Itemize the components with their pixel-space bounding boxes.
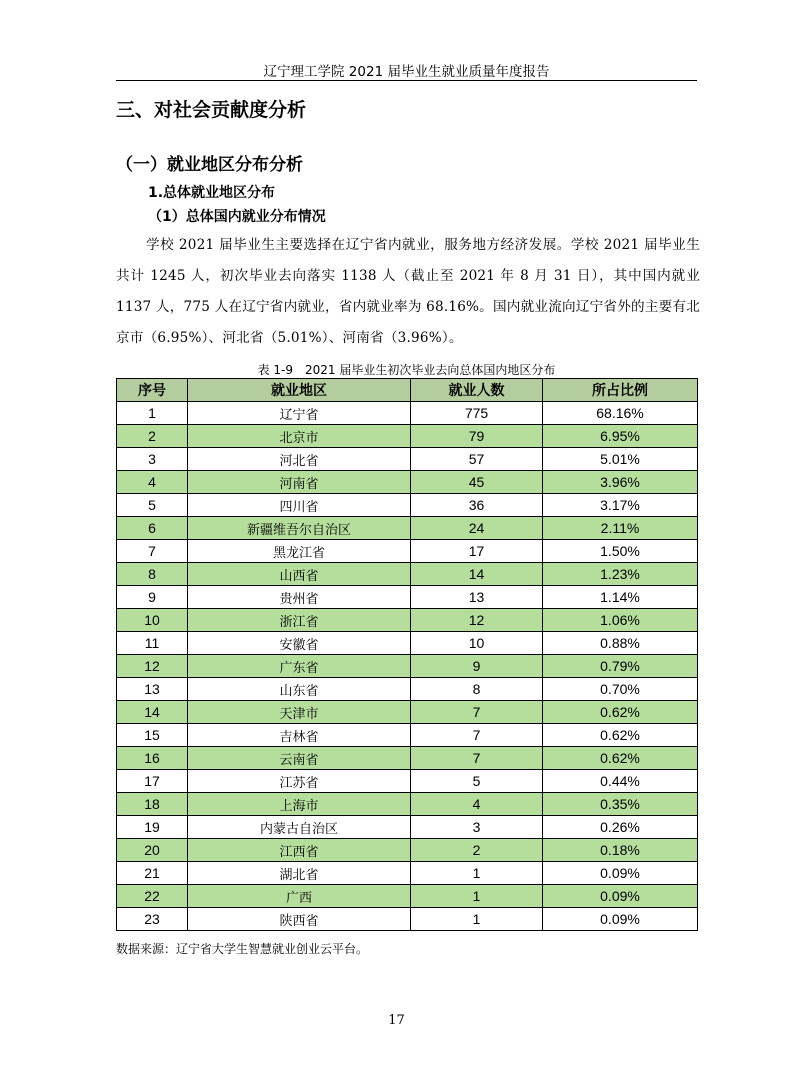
cell-index: 5 [117, 494, 188, 517]
cell-region: 河北省 [188, 448, 411, 471]
cell-count: 7 [411, 747, 543, 770]
cell-percentage: 0.79% [543, 655, 698, 678]
cell-count: 45 [411, 471, 543, 494]
cell-percentage: 0.44% [543, 770, 698, 793]
cell-count: 1 [411, 885, 543, 908]
cell-region: 广西 [188, 885, 411, 908]
subsection-title: （一）就业地区分布分析 [116, 155, 303, 175]
page-number: 17 [388, 1013, 405, 1028]
cell-percentage: 3.96% [543, 471, 698, 494]
table-row [117, 724, 698, 747]
cell-region: 江西省 [188, 839, 411, 862]
cell-count: 79 [411, 425, 543, 448]
table-header-row [117, 379, 698, 402]
cell-region: 黑龙江省 [188, 540, 411, 563]
table-row [117, 885, 698, 908]
table-row [117, 471, 698, 494]
cell-count: 3 [411, 816, 543, 839]
cell-region: 广东省 [188, 655, 411, 678]
cell-count: 14 [411, 563, 543, 586]
cell-count: 5 [411, 770, 543, 793]
cell-index: 1 [117, 402, 188, 425]
cell-percentage: 1.23% [543, 563, 698, 586]
cell-count: 7 [411, 701, 543, 724]
cell-index: 9 [117, 586, 188, 609]
cell-count: 4 [411, 793, 543, 816]
cell-region: 四川省 [188, 494, 411, 517]
cell-region: 新疆维吾尔自治区 [188, 517, 411, 540]
table-row [117, 540, 698, 563]
cell-index: 2 [117, 425, 188, 448]
section-title: 三、对社会贡献度分析 [116, 99, 307, 121]
cell-region: 湖北省 [188, 862, 411, 885]
table-row [117, 448, 698, 471]
table-row [117, 839, 698, 862]
cell-index: 11 [117, 632, 188, 655]
table-row [117, 655, 698, 678]
running-header: 辽宁理工学院 2021 届毕业生就业质量年度报告 [263, 64, 550, 80]
cell-index: 17 [117, 770, 188, 793]
cell-count: 9 [411, 655, 543, 678]
cell-percentage: 0.62% [543, 747, 698, 770]
table-row [117, 747, 698, 770]
table-row [117, 793, 698, 816]
cell-index: 15 [117, 724, 188, 747]
cell-region: 贵州省 [188, 586, 411, 609]
cell-percentage: 0.18% [543, 839, 698, 862]
cell-region: 北京市 [188, 425, 411, 448]
cell-index: 6 [117, 517, 188, 540]
cell-region: 陕西省 [188, 908, 411, 931]
cell-percentage: 0.09% [543, 908, 698, 931]
cell-percentage: 1.50% [543, 540, 698, 563]
header-percentage: 所占比例 [543, 379, 698, 402]
cell-region: 云南省 [188, 747, 411, 770]
cell-index: 4 [117, 471, 188, 494]
table-row [117, 494, 698, 517]
cell-count: 2 [411, 839, 543, 862]
cell-percentage: 0.35% [543, 793, 698, 816]
table-row [117, 402, 698, 425]
table-row [117, 632, 698, 655]
cell-count: 1 [411, 862, 543, 885]
table-row [117, 770, 698, 793]
table-row [117, 609, 698, 632]
cell-count: 775 [411, 402, 543, 425]
cell-percentage: 0.70% [543, 678, 698, 701]
table-row [117, 701, 698, 724]
table-row [117, 586, 698, 609]
cell-count: 7 [411, 724, 543, 747]
cell-index: 18 [117, 793, 188, 816]
cell-region: 浙江省 [188, 609, 411, 632]
table-row [117, 862, 698, 885]
cell-percentage: 0.09% [543, 885, 698, 908]
cell-index: 19 [117, 816, 188, 839]
cell-index: 22 [117, 885, 188, 908]
table-row [117, 517, 698, 540]
cell-count: 12 [411, 609, 543, 632]
cell-index: 21 [117, 862, 188, 885]
cell-count: 24 [411, 517, 543, 540]
cell-index: 7 [117, 540, 188, 563]
cell-region: 山西省 [188, 563, 411, 586]
cell-count: 10 [411, 632, 543, 655]
cell-percentage: 0.88% [543, 632, 698, 655]
cell-index: 23 [117, 908, 188, 931]
cell-region: 辽宁省 [188, 402, 411, 425]
cell-percentage: 3.17% [543, 494, 698, 517]
cell-percentage: 2.11% [543, 517, 698, 540]
cell-index: 8 [117, 563, 188, 586]
cell-percentage: 0.62% [543, 701, 698, 724]
table-body [117, 402, 698, 931]
header-region: 就业地区 [188, 379, 411, 402]
cell-region: 安徽省 [188, 632, 411, 655]
cell-region: 山东省 [188, 678, 411, 701]
cell-index: 16 [117, 747, 188, 770]
cell-region: 河南省 [188, 471, 411, 494]
cell-index: 20 [117, 839, 188, 862]
cell-percentage: 68.16% [543, 402, 698, 425]
cell-percentage: 5.01% [543, 448, 698, 471]
cell-region: 内蒙古自治区 [188, 816, 411, 839]
source-note: 数据来源：辽宁省大学生智慧就业创业云平台。 [116, 942, 369, 956]
table-caption: 表 1-9 2021 届毕业生初次毕业去向总体国内地区分布 [257, 363, 556, 377]
cell-percentage: 6.95% [543, 425, 698, 448]
table-row [117, 425, 698, 448]
cell-index: 14 [117, 701, 188, 724]
cell-index: 12 [117, 655, 188, 678]
cell-percentage: 1.06% [543, 609, 698, 632]
cell-count: 13 [411, 586, 543, 609]
region-distribution-table [116, 378, 698, 931]
cell-count: 1 [411, 908, 543, 931]
cell-percentage: 0.26% [543, 816, 698, 839]
cell-percentage: 1.14% [543, 586, 698, 609]
cell-index: 10 [117, 609, 188, 632]
body-paragraph: 学校 2021 届毕业生主要选择在辽宁省内就业，服务地方经济发展。学校 2021 届毕业生共计 1245 人，初次毕业去向落实 1138 人（截止至 2021 年 8 月 31 日），其中国内就业 1137 人，775 人在辽宁省内就业，省内就业率为 68.16%。国内就业流向辽宁省外的主要有北京市（6.95%）、河北省（5.01%）、河南省（3.96%）。 [116, 237, 700, 346]
cell-count: 17 [411, 540, 543, 563]
cell-index: 3 [117, 448, 188, 471]
cell-percentage: 0.62% [543, 724, 698, 747]
cell-region: 吉林省 [188, 724, 411, 747]
sub-heading-overall-distribution: 1.总体就业地区分布 [148, 185, 276, 201]
cell-region: 上海市 [188, 793, 411, 816]
cell-index: 13 [117, 678, 188, 701]
cell-percentage: 0.09% [543, 862, 698, 885]
table-row [117, 678, 698, 701]
header-rule [116, 80, 697, 81]
sub-heading-domestic-distribution: （1）总体国内就业分布情况 [148, 209, 326, 225]
table-row [117, 563, 698, 586]
table-row [117, 908, 698, 931]
cell-region: 天津市 [188, 701, 411, 724]
cell-region: 江苏省 [188, 770, 411, 793]
header-count: 就业人数 [411, 379, 543, 402]
cell-count: 57 [411, 448, 543, 471]
cell-count: 8 [411, 678, 543, 701]
table-row [117, 816, 698, 839]
header-index: 序号 [117, 379, 188, 402]
cell-count: 36 [411, 494, 543, 517]
